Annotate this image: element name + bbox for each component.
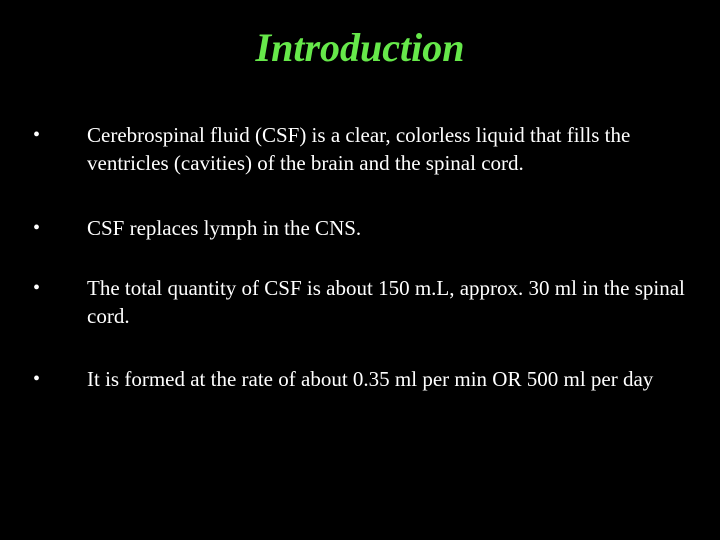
bullet-text: CSF replaces lymph in the CNS. [87,216,362,240]
bullet-text: The total quantity of CSF is about 150 m.L, approx. 30 ml in the spinal cord. [87,276,685,328]
bullet-marker: • [33,277,41,299]
bullet-text: Cerebrospinal fluid (CSF) is a clear, colorless liquid that fills the ventricles (cavities) of the brain and the spinal cord. [87,123,631,175]
bullet-marker: • [33,217,41,239]
slide-title: Introduction [255,25,465,70]
bullet-text: It is formed at the rate of about 0.35 ml per min OR 500 ml per day [87,367,654,391]
bullet-marker: • [33,124,41,146]
bullet-marker: • [33,368,41,390]
